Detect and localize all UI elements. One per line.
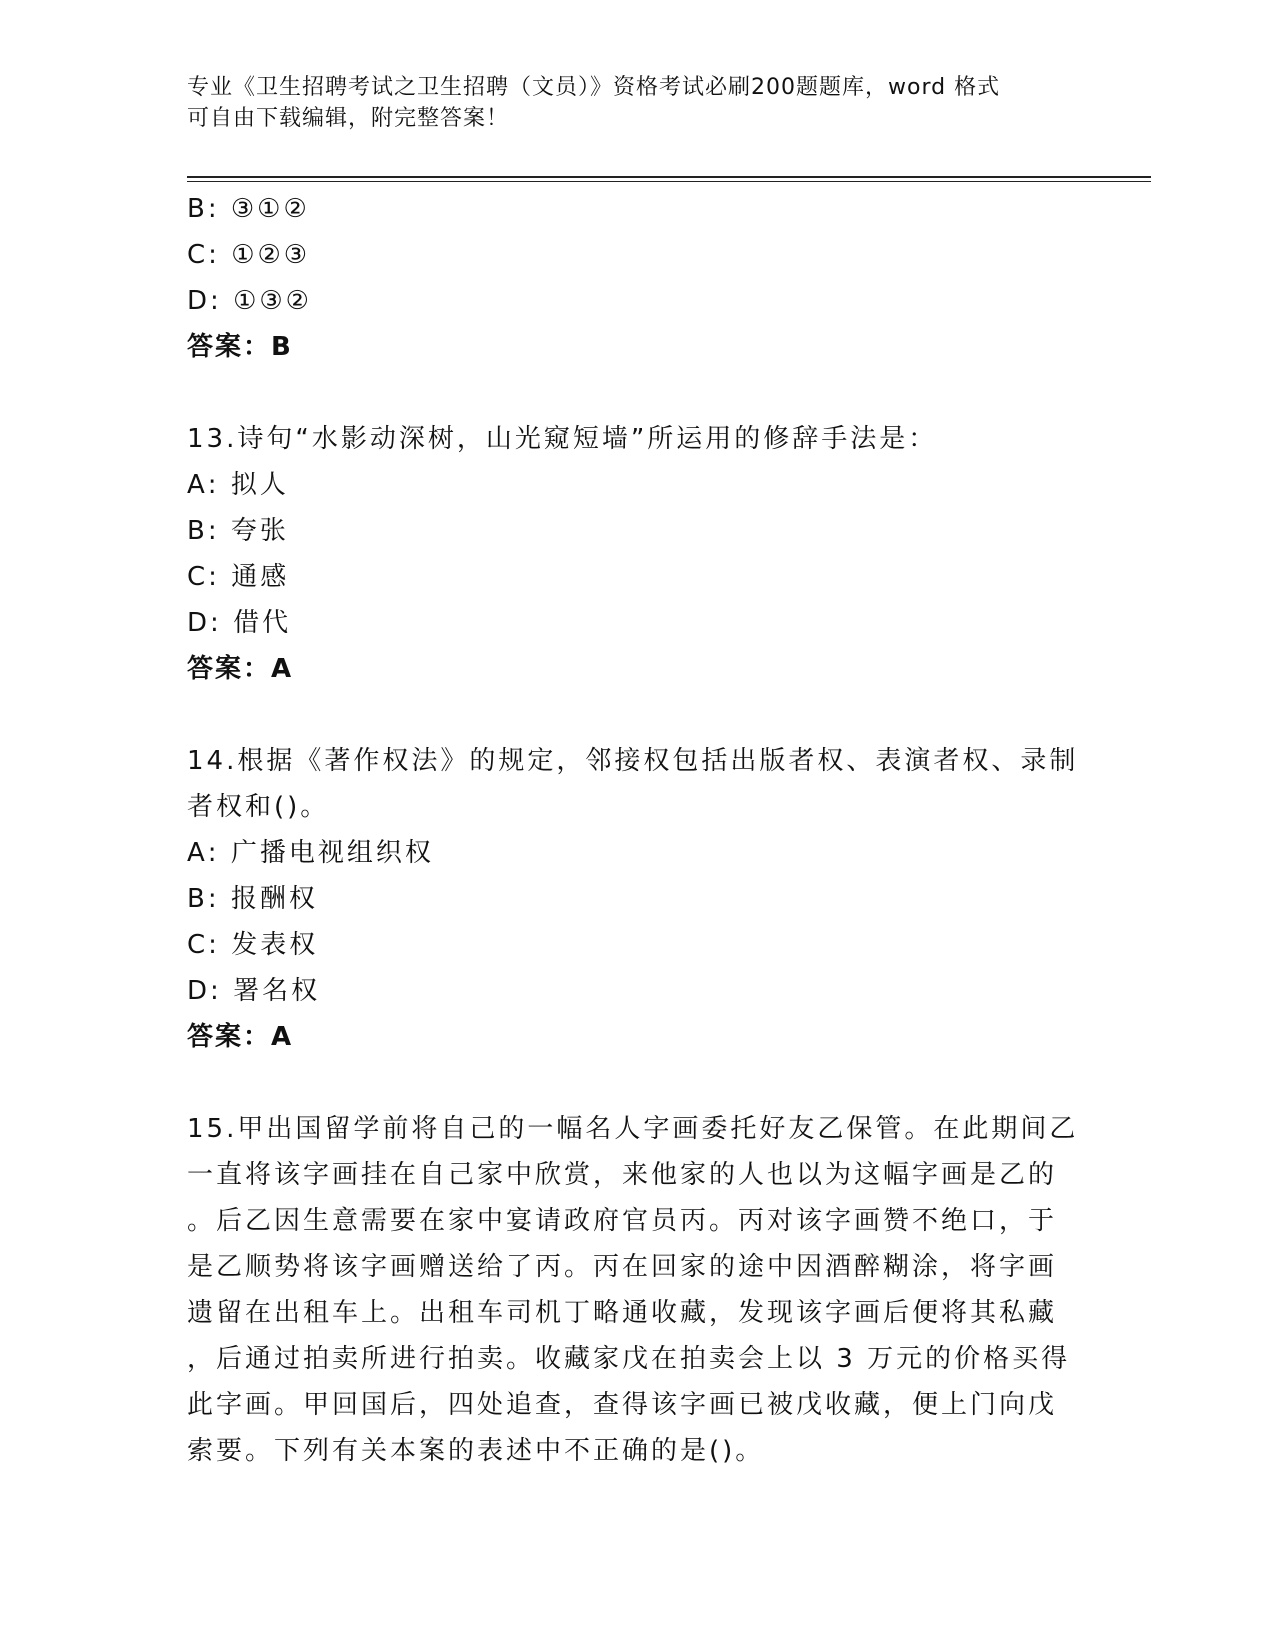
option-key: D (187, 286, 211, 316)
option-key: B (187, 194, 208, 224)
question-stem-line: 15.甲出国留学前将自己的一幅名人字画委托好友乙保管。在此期间乙 (187, 1114, 1079, 1144)
option-key: B (187, 884, 208, 914)
question-13 (187, 416, 1077, 692)
option-key: B (187, 516, 208, 546)
header-line-2: 可自由下载编辑，附完整答案！ (187, 106, 510, 131)
question-stem-line: ，后通过拍卖所进行拍卖。收藏家戊在拍卖会上以 3 万元的价格买得 (187, 1344, 1071, 1374)
option-key: D (187, 976, 211, 1006)
document-header (187, 72, 1067, 134)
option-text: 发表权 (231, 930, 319, 960)
question-stem-line: 是乙顺势将该字画赠送给了丙。丙在回家的途中因酒醉糊涂，将字画 (187, 1252, 1058, 1282)
spacer (187, 692, 1077, 738)
option-text: 通感 (231, 562, 290, 592)
question-stem-line: 遗留在出租车上。出租车司机丁略通收藏，发现该字画后便将其私藏 (187, 1298, 1058, 1328)
question-14 (187, 738, 1077, 1060)
question-12-tail (187, 186, 1077, 370)
option-key: A (187, 838, 208, 868)
question-stem: 13.诗句“水影动深树，山光窥短墙”所运用的修辞手法是： (187, 424, 938, 454)
option-text: 广播电视组织权 (230, 838, 434, 868)
option-key: A (187, 470, 208, 500)
option-text: 借代 (233, 608, 292, 638)
option-text: 夸张 (230, 516, 289, 546)
option-key: C (187, 930, 209, 960)
question-stem-line: 者权和()。 (187, 792, 330, 822)
option-c: C: 通感 (187, 554, 1077, 600)
option-text: 拟人 (230, 470, 289, 500)
question-content (187, 186, 1077, 1474)
option-c: C: 发表权 (187, 922, 1077, 968)
question-stem-line: 14.根据《著作权法》的规定，邻接权包括出版者权、表演者权、录制 (187, 746, 1079, 776)
header-line-1: 专业《卫生招聘考试之卫生招聘（文员）》资格考试必刷200题题库，word 格式 (187, 75, 1001, 100)
header-divider-thick (187, 176, 1151, 178)
option-b: B: 报酬权 (187, 876, 1077, 922)
option-d: D: ①③② (187, 278, 1077, 324)
option-key: C (187, 562, 209, 592)
option-text: ①②③ (231, 240, 311, 270)
question-stem-line: 一直将该字画挂在自己家中欣赏，来他家的人也以为这幅字画是乙的 (187, 1160, 1058, 1190)
answer-line: 答案：A (187, 654, 294, 684)
question-stem-line: 索要。下列有关本案的表述中不正确的是()。 (187, 1436, 765, 1466)
answer-line: 答案：A (187, 1022, 294, 1052)
option-key: C (187, 240, 209, 270)
question-stem-line: 此字画。甲回国后，四处追查，查得该字画已被戊收藏，便上门向戊 (187, 1390, 1058, 1420)
option-a: A: 广播电视组织权 (187, 830, 1077, 876)
option-text: 报酬权 (230, 884, 318, 914)
option-a: A: 拟人 (187, 462, 1077, 508)
header-divider-thin (187, 181, 1151, 182)
option-d: D: 署名权 (187, 968, 1077, 1014)
option-key: D (187, 608, 211, 638)
option-b: B: ③①② (187, 186, 1077, 232)
option-b: B: 夸张 (187, 508, 1077, 554)
option-text: ③①② (230, 194, 310, 224)
spacer (187, 1060, 1077, 1106)
answer-line: 答案：B (187, 332, 293, 362)
option-text: 署名权 (233, 976, 321, 1006)
option-text: ①③② (233, 286, 312, 316)
question-15 (187, 1106, 1077, 1474)
option-d: D: 借代 (187, 600, 1077, 646)
option-c: C: ①②③ (187, 232, 1077, 278)
question-stem-line: 。后乙因生意需要在家中宴请政府官员丙。丙对该字画赞不绝口，于 (187, 1206, 1058, 1236)
spacer (187, 370, 1077, 416)
